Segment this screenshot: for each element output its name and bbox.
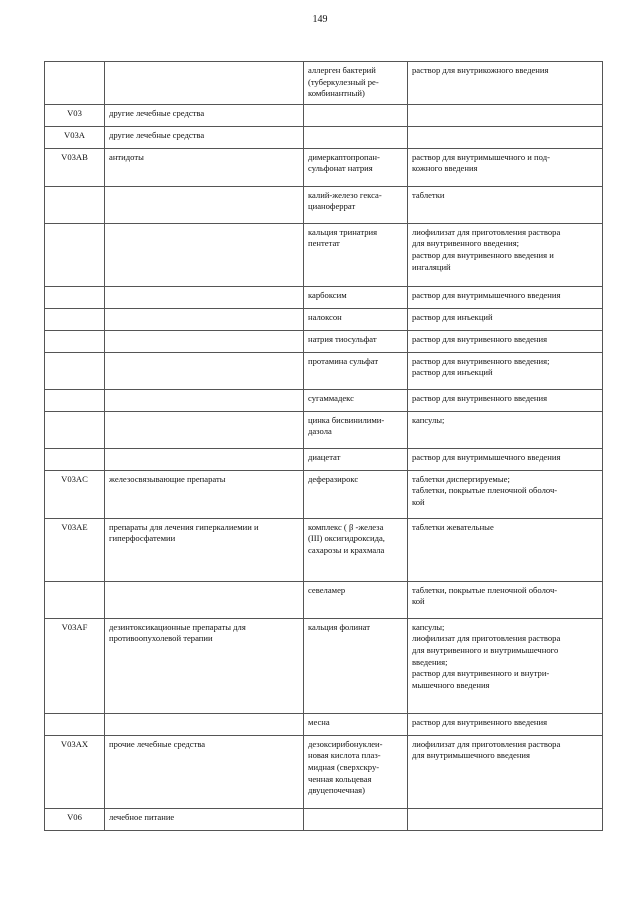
table-body [45, 62, 603, 831]
drug-name-cell [304, 352, 408, 389]
dosage-form-cell [408, 352, 603, 389]
cell-text: V06 [67, 811, 82, 822]
cell-text-line: карбоксим [308, 289, 347, 300]
atc-code-cell [45, 735, 105, 808]
cell-text-line: введения; [412, 656, 448, 667]
table-row [45, 448, 603, 470]
dosage-form-cell [408, 286, 603, 308]
table-row [45, 148, 603, 186]
cell-text-line: капсулы; [412, 621, 445, 632]
dosage-form-cell [408, 618, 603, 713]
cell-text-line: кой [412, 596, 425, 607]
drug-name-cell [304, 62, 408, 105]
cell-text-line: таблетки, покрытые пленочной оболоч- [412, 584, 558, 595]
cell-text-line: раствор для внутривенного введения и [412, 249, 554, 260]
cell-text-line: железосвязывающие препараты [109, 473, 226, 484]
atc-code-cell [45, 62, 105, 105]
dosage-form-cell [408, 186, 603, 223]
cell-text-line: раствор для инъекций [412, 367, 493, 378]
cell-text-line: комбинантный) [308, 88, 365, 99]
cell-text-line: пентетат [308, 238, 340, 249]
group-name-cell [105, 286, 304, 308]
atc-code-cell [45, 126, 105, 148]
cell-text-line: сахарозы и крахмала [308, 544, 385, 555]
drug-name-cell [304, 411, 408, 448]
atc-code-cell [45, 808, 105, 830]
drug-name-cell [304, 518, 408, 581]
cell-text-line: раствор для внутрикожного введения [412, 65, 549, 75]
drug-name-cell [304, 713, 408, 735]
cell-text-line: кальция тринатрия [308, 226, 378, 237]
table-row [45, 618, 603, 713]
atc-code-cell [45, 581, 105, 618]
table-row [45, 352, 603, 389]
cell-text-line: дезинтоксикационные препараты для [109, 621, 246, 632]
atc-code-cell [45, 518, 105, 581]
cell-text-line: протамина сульфат [308, 355, 379, 366]
cell-text-line: ченная кольцевая [308, 773, 372, 784]
atc-code-cell [45, 448, 105, 470]
cell-text-line: натрия тиосульфат [308, 333, 377, 344]
table-row [45, 518, 603, 581]
dosage-form-cell [408, 330, 603, 352]
group-name-cell [105, 126, 304, 148]
table-row [45, 223, 603, 286]
cell-text-line: лиофилизат для приготовления раствора [412, 633, 561, 644]
drug-name-cell [304, 223, 408, 286]
cell-text-line: раствор для внутримышечного введения [412, 451, 561, 462]
table-row [45, 330, 603, 352]
drug-name-cell [304, 581, 408, 618]
table-row [45, 808, 603, 830]
cell-text-line: лиофилизат для приготовления раствора [412, 226, 561, 237]
drug-name-cell [304, 148, 408, 186]
group-name-cell [105, 104, 304, 126]
atc-code-cell [45, 411, 105, 448]
atc-code-cell [45, 223, 105, 286]
cell-text-line: цианоферрат [308, 201, 356, 212]
group-name-cell [105, 618, 304, 713]
cell-text-line: цинка бисвинилими- [308, 414, 385, 425]
cell-text-line: препараты для лечения гиперкалиемии и [109, 521, 259, 532]
atc-code-cell [45, 308, 105, 330]
group-name-cell [105, 223, 304, 286]
cell-text-line: калий-железо гекса- [308, 189, 382, 200]
table-row [45, 735, 603, 808]
cell-text-line: сульфонат натрия [308, 163, 373, 174]
cell-text-line: (туберкулезный ре- [308, 76, 379, 87]
atc-code-cell [45, 148, 105, 186]
cell-text-line: дазола [308, 426, 332, 437]
cell-text-line: раствор для внутривенного введения [412, 716, 548, 727]
drug-name-cell [304, 330, 408, 352]
cell-text-line: другие лечебные средства [109, 129, 205, 140]
cell-text-line: прочие лечебные средства [109, 738, 206, 749]
group-name-cell [105, 389, 304, 411]
cell-text-line: для внутривенного и внутримышечного [412, 644, 559, 655]
cell-text-line: раствор для внутримышечного введения [412, 289, 561, 300]
cell-text: V03AC [61, 473, 88, 484]
drug-table [44, 61, 603, 831]
drug-name-cell [304, 104, 408, 126]
cell-text-line: дезоксирибонуклеи- [308, 738, 383, 749]
table-row [45, 62, 603, 105]
dosage-form-cell [408, 713, 603, 735]
cell-text-line: раствор для внутривенного введения [412, 392, 548, 403]
group-name-cell [105, 186, 304, 223]
table-row [45, 286, 603, 308]
dosage-form-cell [408, 308, 603, 330]
cell-text-line: другие лечебные средства [109, 107, 205, 118]
table-row [45, 411, 603, 448]
cell-text-line: раствор для внутривенного и внутри- [412, 668, 550, 679]
cell-text-line: мышечного введения [412, 679, 490, 690]
cell-text-line: гиперфосфатемии [109, 533, 176, 544]
page-number: 149 [312, 14, 328, 25]
dosage-form-cell [408, 448, 603, 470]
atc-code-cell [45, 186, 105, 223]
cell-text: V03AE [61, 521, 88, 532]
drug-name-cell [304, 308, 408, 330]
cell-text-line: противоопухолевой терапии [109, 633, 213, 644]
drug-name-cell [304, 186, 408, 223]
table-row [45, 713, 603, 735]
cell-text-line: месна [308, 716, 330, 727]
dosage-form-cell [408, 62, 603, 105]
group-name-cell [105, 735, 304, 808]
dosage-form-cell [408, 148, 603, 186]
cell-text-line: таблетки, покрытые пленочной оболоч- [412, 485, 558, 496]
cell-text-line: аллерген бактерий [308, 65, 376, 75]
dosage-form-cell [408, 581, 603, 618]
drug-name-cell [304, 389, 408, 411]
group-name-cell [105, 581, 304, 618]
group-name-cell [105, 352, 304, 389]
cell-text-line: лечебное питание [109, 811, 175, 822]
drug-name-cell [304, 735, 408, 808]
dosage-form-cell [408, 104, 603, 126]
group-name-cell [105, 470, 304, 518]
cell-text-line: для внутривенного введения; [412, 238, 520, 249]
cell-text-line: новая кислота плаз- [308, 750, 381, 761]
drug-name-cell [304, 448, 408, 470]
drug-name-cell [304, 808, 408, 830]
cell-text-line: диацетат [308, 451, 341, 462]
cell-text: V03A [63, 129, 85, 140]
group-name-cell [105, 808, 304, 830]
atc-code-cell [45, 470, 105, 518]
dosage-form-cell [408, 470, 603, 518]
atc-code-cell [45, 286, 105, 308]
drug-name-cell [304, 618, 408, 713]
cell-text-line: сугаммадекс [308, 392, 354, 403]
cell-text-line: деферазирокс [308, 473, 359, 484]
atc-code-cell [45, 618, 105, 713]
cell-text-line: комплекс ( β -железа [308, 521, 384, 532]
cell-text: V03AF [61, 621, 88, 632]
atc-code-cell [45, 330, 105, 352]
cell-text-line: севеламер [308, 584, 346, 595]
cell-text-line: раствор для внутривенного введения; [412, 355, 550, 366]
cell-text-line: для внутримышечного введения [412, 750, 530, 761]
table-row [45, 104, 603, 126]
cell-text-line: налоксон [308, 311, 342, 322]
dosage-form-cell [408, 223, 603, 286]
group-name-cell [105, 411, 304, 448]
table-row [45, 126, 603, 148]
cell-text-line: двуцепочечная) [308, 785, 365, 796]
cell-text: V03AX [60, 738, 89, 749]
cell-text-line: мидная (сверхскру- [308, 761, 380, 772]
atc-code-cell [45, 713, 105, 735]
table-row [45, 581, 603, 618]
cell-text-line: таблетки жевательные [412, 521, 494, 532]
cell-text-line: димеркаптопропан- [308, 151, 380, 162]
cell-text: V03 [67, 107, 82, 118]
dosage-form-cell [408, 389, 603, 411]
dosage-form-cell [408, 808, 603, 830]
drug-name-cell [304, 126, 408, 148]
table-row [45, 389, 603, 411]
cell-text-line: раствор для инъекций [412, 311, 493, 322]
group-name-cell [105, 330, 304, 352]
cell-text-line: капсулы; [412, 414, 445, 425]
cell-text-line: кальция фолинат [308, 621, 371, 632]
cell-text-line: кожного введения [412, 163, 478, 174]
dosage-form-cell [408, 518, 603, 581]
table-row [45, 308, 603, 330]
dosage-form-cell [408, 411, 603, 448]
cell-text: V03AB [61, 151, 88, 162]
cell-text-line: таблетки [412, 189, 445, 200]
table-row [45, 186, 603, 223]
atc-code-cell [45, 389, 105, 411]
table-row [45, 470, 603, 518]
cell-text-line: кой [412, 496, 425, 507]
group-name-cell [105, 62, 304, 105]
group-name-cell [105, 448, 304, 470]
cell-text-line: раствор для внутримышечного и под- [412, 151, 550, 162]
group-name-cell [105, 518, 304, 581]
dosage-form-cell [408, 735, 603, 808]
drug-name-cell [304, 470, 408, 518]
cell-text-line: лиофилизат для приготовления раствора [412, 738, 561, 749]
cell-text-line: антидоты [109, 151, 144, 162]
cell-text-line: ингаляций [412, 261, 451, 272]
atc-code-cell [45, 352, 105, 389]
drug-name-cell [304, 286, 408, 308]
cell-text-line: таблетки диспергируемые; [412, 473, 510, 484]
group-name-cell [105, 148, 304, 186]
group-name-cell [105, 713, 304, 735]
dosage-form-cell [408, 126, 603, 148]
group-name-cell [105, 308, 304, 330]
atc-code-cell [45, 104, 105, 126]
cell-text-line: раствор для внутривенного введения [412, 333, 548, 344]
cell-text-line: (III) оксигидроксида, [308, 533, 385, 544]
